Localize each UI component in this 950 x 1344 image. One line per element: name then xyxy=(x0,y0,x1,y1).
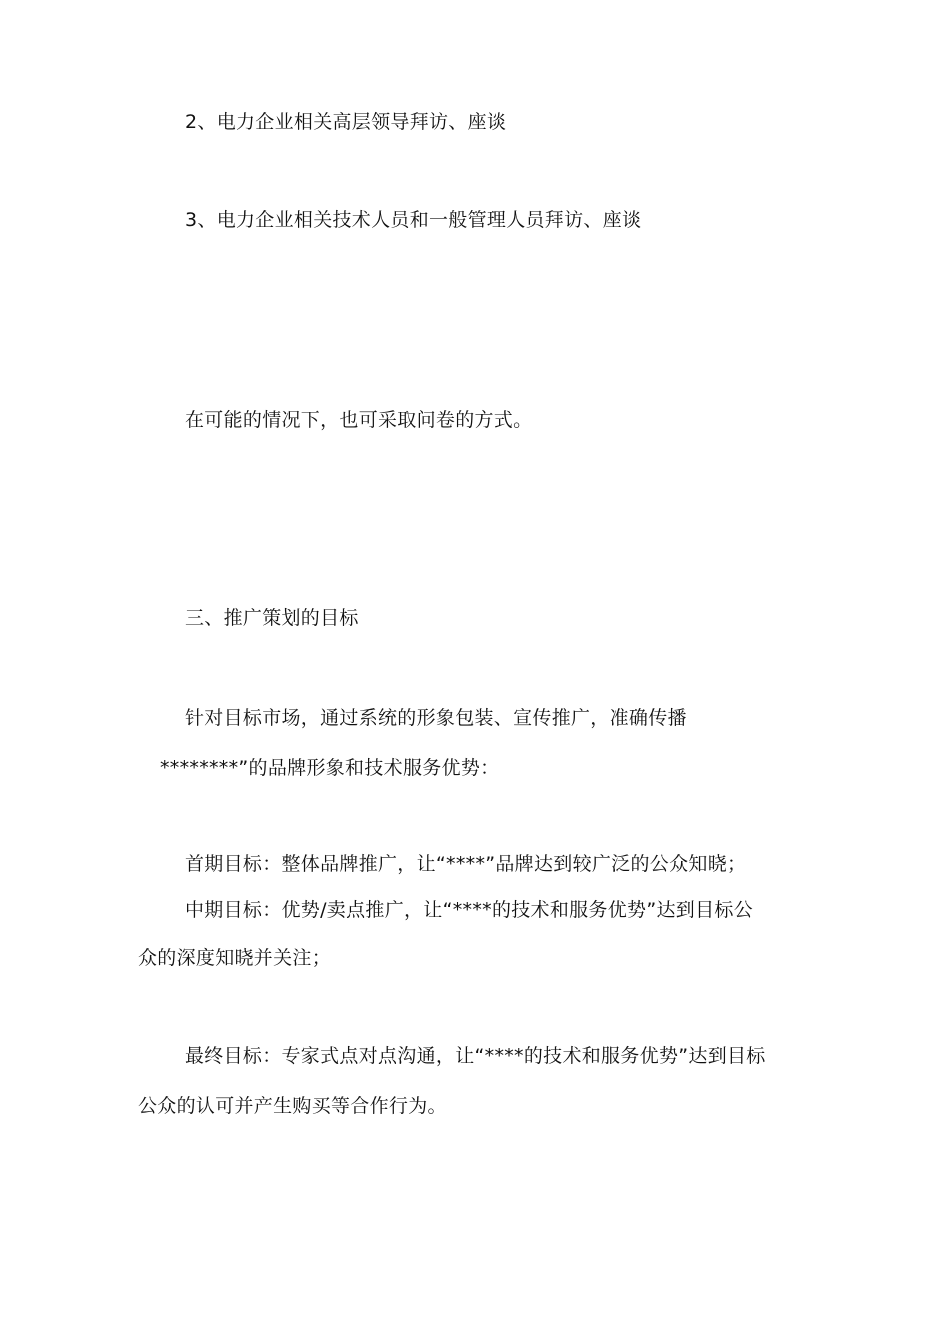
goal-initial: 首期目标：整体品牌推广，让“****”品牌达到较广泛的公众知晓； xyxy=(185,853,747,875)
list-item-3: 3、电力企业相关技术人员和一般管理人员拜访、座谈 xyxy=(185,209,642,231)
paragraph-questionnaire: 在可能的情况下，也可采取问卷的方式。 xyxy=(185,409,533,431)
paragraph-intro-line2: ********”的品牌形象和技术服务优势： xyxy=(160,757,500,779)
list-item-2: 2、电力企业相关高层领导拜访、座谈 xyxy=(185,111,507,133)
goal-mid-line2: 众的深度知晓并关注； xyxy=(138,947,332,969)
section-heading: 三、推广策划的目标 xyxy=(185,607,359,629)
goal-final-line2: 公众的认可并产生购买等合作行为。 xyxy=(138,1095,447,1117)
goal-final-line1: 最终目标：专家式点对点沟通，让“****的技术和服务优势”达到目标 xyxy=(185,1045,766,1067)
goal-mid-line1: 中期目标：优势/卖点推广，让“****的技术和服务优势”达到目标公 xyxy=(185,899,753,921)
paragraph-intro-line1: 针对目标市场，通过系统的形象包装、宣传推广，准确传播 xyxy=(185,707,687,729)
